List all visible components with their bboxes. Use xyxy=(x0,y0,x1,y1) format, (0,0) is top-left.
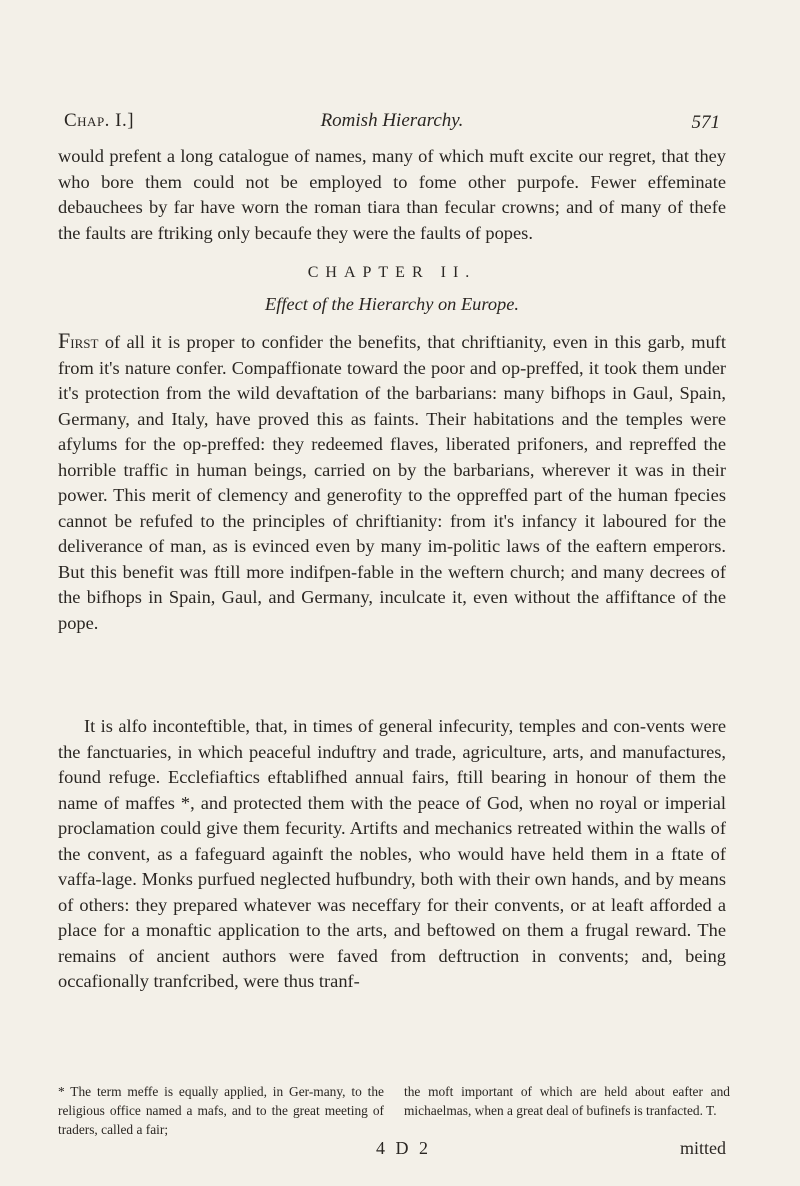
chapter-heading: CHAPTER II. xyxy=(307,264,477,281)
paragraph-second: It is alfo inconteftible, that, in times of general infecurity, temples and con-vents were the fanctuaries, in which peaceful induftry and trade, agriculture, arts, and manufactures, found refuge. Ecclefiaftics eftablifhed annual fairs, ftill bearing in honour of them the name of maffes *, and protected them with the peace of God, when no royal or imperial proclamation could give them fecurity. Artifts and mechanics retreated within the walls of the convent, as a fafeguard againft the nobles, who would have held them in a ftate of vaffa-lage. Monks purfued neglected hufbundry, both with their own hands, and by means of others: they prepared whatever was neceffary for their convents, or at leaft afforded a place for a monaftic application to the arts, and beftowed on them a frugal reward. The remains of ancient authors were faved from deftruction in convents; and, being occafionally tranfcribed, were thus tranf- xyxy=(58,716,726,991)
page-number: 571 xyxy=(691,112,720,133)
footnote-column-right: the moft important of which are held about eafter and michaelmas, when a great deal of bufinefs is tranfacted. T. xyxy=(404,1084,730,1118)
chapter-reference: Chap. I.] xyxy=(64,110,135,131)
running-title: Romish Hierarchy. xyxy=(320,110,464,131)
paragraph-initial: F xyxy=(58,328,71,353)
chapter-subtitle: Effect of the Hierarchy on Europe. xyxy=(265,294,519,314)
paragraph-lead-word: irst xyxy=(70,332,99,352)
signature-mark: 4 D 2 xyxy=(376,1138,431,1158)
catchword: mitted xyxy=(680,1138,726,1158)
paragraph-first xyxy=(58,328,726,636)
paragraph-intro: would prefent a long catalogue of names, many of which muft excite our regret, that they who bore them could not be employed to fome other purpofe. Fewer effeminate debauchees by far have worn the roman tiara than fecular crowns; and of many of thefe the faults are ftriking only becaufe they were the faults of popes. xyxy=(58,146,726,243)
paragraph-first-text: of all it is proper to confider the benefits, that chriftianity, even in this garb, muft from it's nature confer. Compaffionate toward the poor and op-preffed, it took them under it's protection from the wild devaftation of the barbarians: many bifhops in Gaul, Spain, Germany, and Italy, have proved this as faints. Their habitations and the temples were afylums for the op-preffed: they redeemed flaves, liberated prifoners, and repreffed the horrible traffic in human beings, carried on by the barbarians, wherever it was in their power. This merit of clemency and generofity to the oppreffed part of the human fpecies cannot be refufed to the principles of chriftianity: from it's infancy it laboured for the deliverance of man, as is evinced even by many im-politic laws of the eaftern emperors. But this benefit was ftill more indifpen-fable in the weftern church; and many decrees of the bifhops in Spain, Gaul, and Germany, inculcate it, even without the affiftance of the pope. xyxy=(58,332,726,633)
footnote xyxy=(58,1082,730,1142)
footnote-column-left: * The term meffe is equally applied, in Ger-many, to the religious office named a mafs, and to the great meeting of traders, called a fair; xyxy=(58,1084,384,1137)
running-header xyxy=(64,110,720,140)
